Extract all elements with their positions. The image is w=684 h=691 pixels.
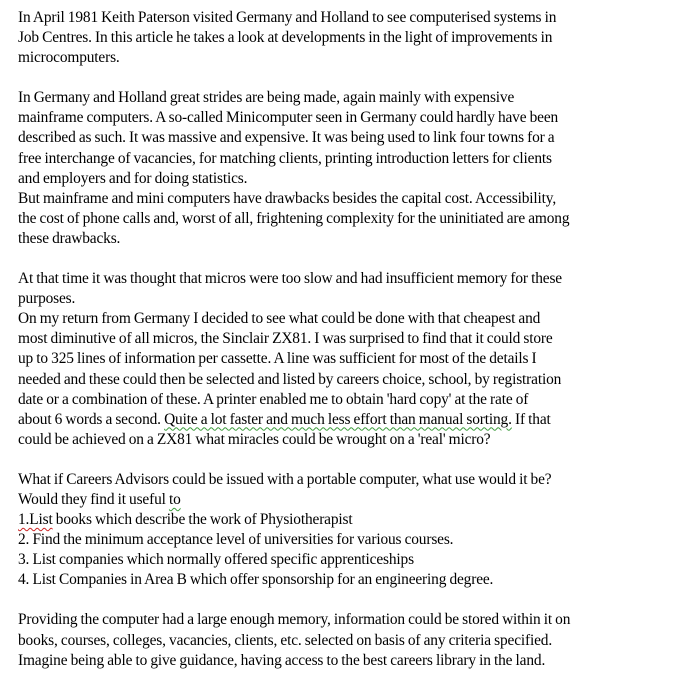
text-line: In Germany and Holland great strides are being made, again mainly with expensive — [18, 89, 515, 107]
text-line: purposes. — [18, 290, 76, 308]
text-line: Imagine being able to give guidance, having access to the best careers library in the land. — [18, 651, 546, 669]
grammar-check-mark: Quite a lot faster and much less effort than manual sorting. — [164, 410, 512, 428]
paragraph-germany-holland — [18, 88, 682, 249]
text-line: On my return from Germany I decided to see what could be done with that cheapest and — [18, 310, 541, 328]
text-line: microcomputers. — [18, 49, 120, 67]
text-line: free interchange of vacancies, for matching clients, printing introduction letters for clients — [18, 149, 552, 167]
text-line: At that time it was thought that micros were too slow and had insufficient memory for these — [18, 270, 562, 288]
text-line — [18, 490, 682, 510]
paragraph-careers-advisors — [18, 470, 682, 591]
document-body — [18, 6, 682, 691]
text-line: But mainframe and mini computers have drawbacks besides the capital cost. Accessibility, — [18, 189, 557, 207]
grammar-check-mark: to — [168, 490, 181, 508]
paragraph-zx81 — [18, 269, 682, 450]
text-segment: books which describe the work of Physiotherapist — [52, 511, 353, 529]
text-line: Job Centres. In this article he takes a look at developments in the light of improvements in — [18, 29, 553, 47]
paragraph-intro — [18, 8, 682, 68]
text-line: date or a combination of these. A printer enabled me to obtain 'hard copy' at the rate of — [18, 390, 529, 408]
text-line: needed and these could then be selected and listed by careers choice, school, by registration — [18, 370, 562, 388]
text-line: could be achieved on a ZX81 what miracles could be wrought on a 'real' micro? — [18, 430, 491, 448]
list-item: 4. List Companies in Area B which offer sponsorship for an engineering degree. — [18, 571, 494, 589]
text-segment: Would they find it useful — [18, 490, 169, 508]
text-line — [18, 410, 682, 430]
text-line: and employers and for doing statistics. — [18, 169, 248, 187]
text-line: up to 325 lines of information per cassette. A line was sufficient for most of the details I — [18, 350, 537, 368]
spell-check-mark: 1.List — [18, 511, 53, 529]
text-line: mainframe computers. A so-called Minicomputer seen in Germany could hardly have been — [18, 109, 559, 127]
text-line: books, courses, colleges, vacancies, clients, etc. selected on basis of any criteria specified. — [18, 631, 553, 649]
text-line: these drawbacks. — [18, 229, 121, 247]
text-line: Providing the computer had a large enough memory, information could be stored within it on — [18, 611, 571, 629]
list-item: 3. List companies which normally offered specific apprenticeships — [18, 551, 414, 569]
text-line — [18, 510, 682, 530]
text-segment: If that — [511, 410, 551, 428]
text-segment: about 6 words a second. — [18, 410, 165, 428]
text-line: most diminutive of all micros, the Sinclair ZX81. I was surprised to find that it could store — [18, 330, 553, 348]
text-line: described as such. It was massive and expensive. It was being used to link four towns for a — [18, 129, 555, 147]
text-line: What if Careers Advisors could be issued with a portable computer, what use would it be? — [18, 470, 552, 488]
list-item: 2. Find the minimum acceptance level of universities for various courses. — [18, 531, 454, 549]
text-line: the cost of phone calls and, worst of all, frightening complexity for the uninitiated are among — [18, 209, 570, 227]
paragraph-memory — [18, 610, 682, 670]
text-line: In April 1981 Keith Paterson visited Germany and Holland to see computerised systems in — [18, 9, 557, 26]
